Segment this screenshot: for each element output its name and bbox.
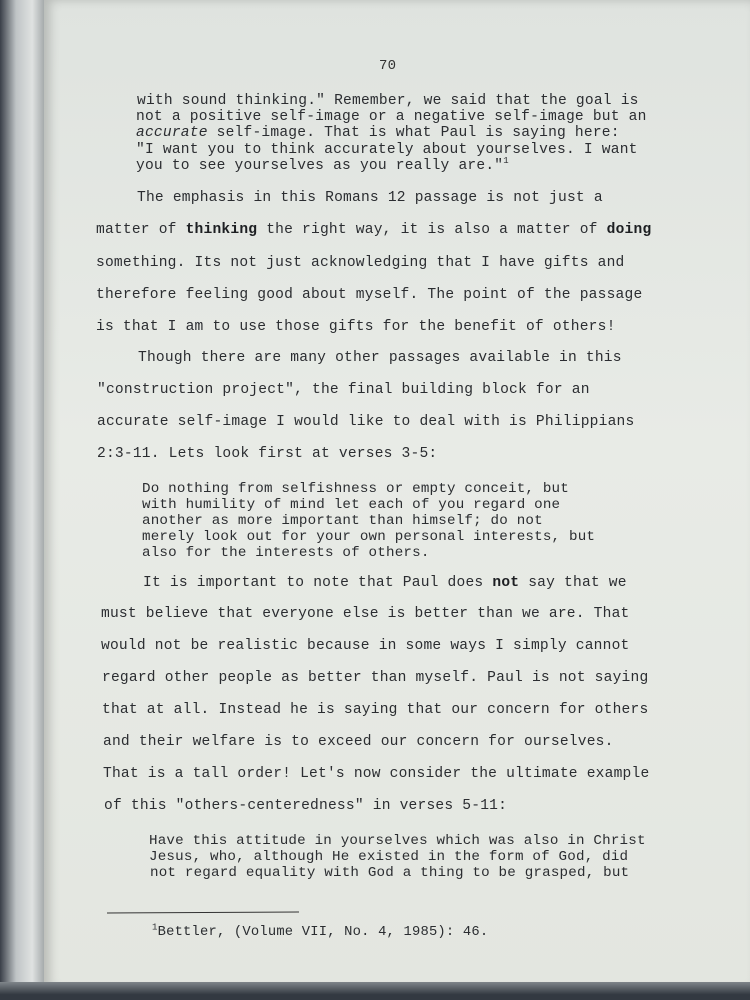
text-line: with sound thinking." Remember, we said that the goal is bbox=[137, 93, 639, 109]
table-surface bbox=[0, 982, 750, 1000]
emphasis-thinking: thinking bbox=[185, 222, 258, 238]
text-line: 2:3-11. Lets look first at verses 3-5: bbox=[97, 446, 438, 462]
quote-line: with humility of mind let each of you regard one bbox=[142, 497, 561, 513]
text-segment: the right way, it is also a matter of bbox=[257, 222, 607, 238]
footnote bbox=[152, 922, 489, 940]
footnote-text: Bettler, (Volume VII, No. 4, 1985): 46. bbox=[157, 925, 489, 940]
text-line: "construction project", the final building block for an bbox=[97, 382, 590, 398]
text-line bbox=[136, 125, 620, 141]
book-spine bbox=[0, 0, 46, 1000]
quote-line: also for the interests of others. bbox=[142, 545, 430, 561]
footnote-ref: 1 bbox=[503, 156, 509, 167]
quote-line: another as more important than himself; do not bbox=[142, 513, 543, 529]
text-line: That is a tall order! Let's now consider the ultimate example bbox=[103, 766, 650, 782]
text-line: regard other people as better than myself. Paul is not saying bbox=[102, 670, 649, 686]
text-line bbox=[143, 575, 627, 591]
text-line bbox=[96, 222, 651, 238]
text-line: The emphasis in this Romans 12 passage is not just a bbox=[137, 190, 603, 206]
text-segment: It is important to note that Paul does bbox=[143, 575, 493, 591]
quote-line: Jesus, who, although He existed in the form of God, did bbox=[149, 849, 629, 865]
text-line: not a positive self-image or a negative self-image but an bbox=[136, 109, 647, 125]
emphasis-accurate: accurate bbox=[136, 125, 208, 141]
text-segment: say that we bbox=[519, 575, 627, 591]
text-line: must believe that everyone else is better than we are. That bbox=[101, 606, 630, 622]
quote-line: Have this attitude in yourselves which was also in Christ bbox=[149, 833, 646, 849]
quote-line: Do nothing from selfishness or empty conceit, but bbox=[142, 481, 569, 497]
text-line: something. Its not just acknowledging that I have gifts and bbox=[96, 255, 625, 271]
text-segment: self-image. That is what Paul is saying here: bbox=[207, 125, 620, 141]
text-line: of this "others-centeredness" in verses 5-11: bbox=[104, 798, 508, 814]
text-line: "I want you to think accurately about yourselves. I want bbox=[136, 142, 638, 158]
quote-line: not regard equality with God a thing to be grasped, but bbox=[150, 865, 630, 881]
emphasis-doing: doing bbox=[606, 222, 652, 238]
text-segment: matter of bbox=[96, 222, 186, 238]
text-line: and their welfare is to exceed our concern for ourselves. bbox=[103, 734, 614, 750]
quote-line: merely look out for your own personal interests, but bbox=[142, 529, 596, 545]
text-line bbox=[136, 158, 509, 174]
text-line: is that I am to use those gifts for the benefit of others! bbox=[96, 319, 616, 335]
footnote-marker: 1 bbox=[152, 922, 158, 933]
page-number: 70 bbox=[379, 58, 397, 74]
text-line: would not be realistic because in some ways I simply cannot bbox=[101, 638, 630, 654]
text-segment: you to see yourselves as you really are." bbox=[136, 158, 504, 174]
emphasis-not: not bbox=[492, 575, 520, 591]
text-line: that at all. Instead he is saying that our concern for others bbox=[102, 702, 649, 718]
text-line: therefore feeling good about myself. The point of the passage bbox=[96, 287, 643, 303]
text-line: Though there are many other passages available in this bbox=[138, 350, 622, 366]
text-line: accurate self-image I would like to deal with is Philippians bbox=[97, 414, 635, 430]
